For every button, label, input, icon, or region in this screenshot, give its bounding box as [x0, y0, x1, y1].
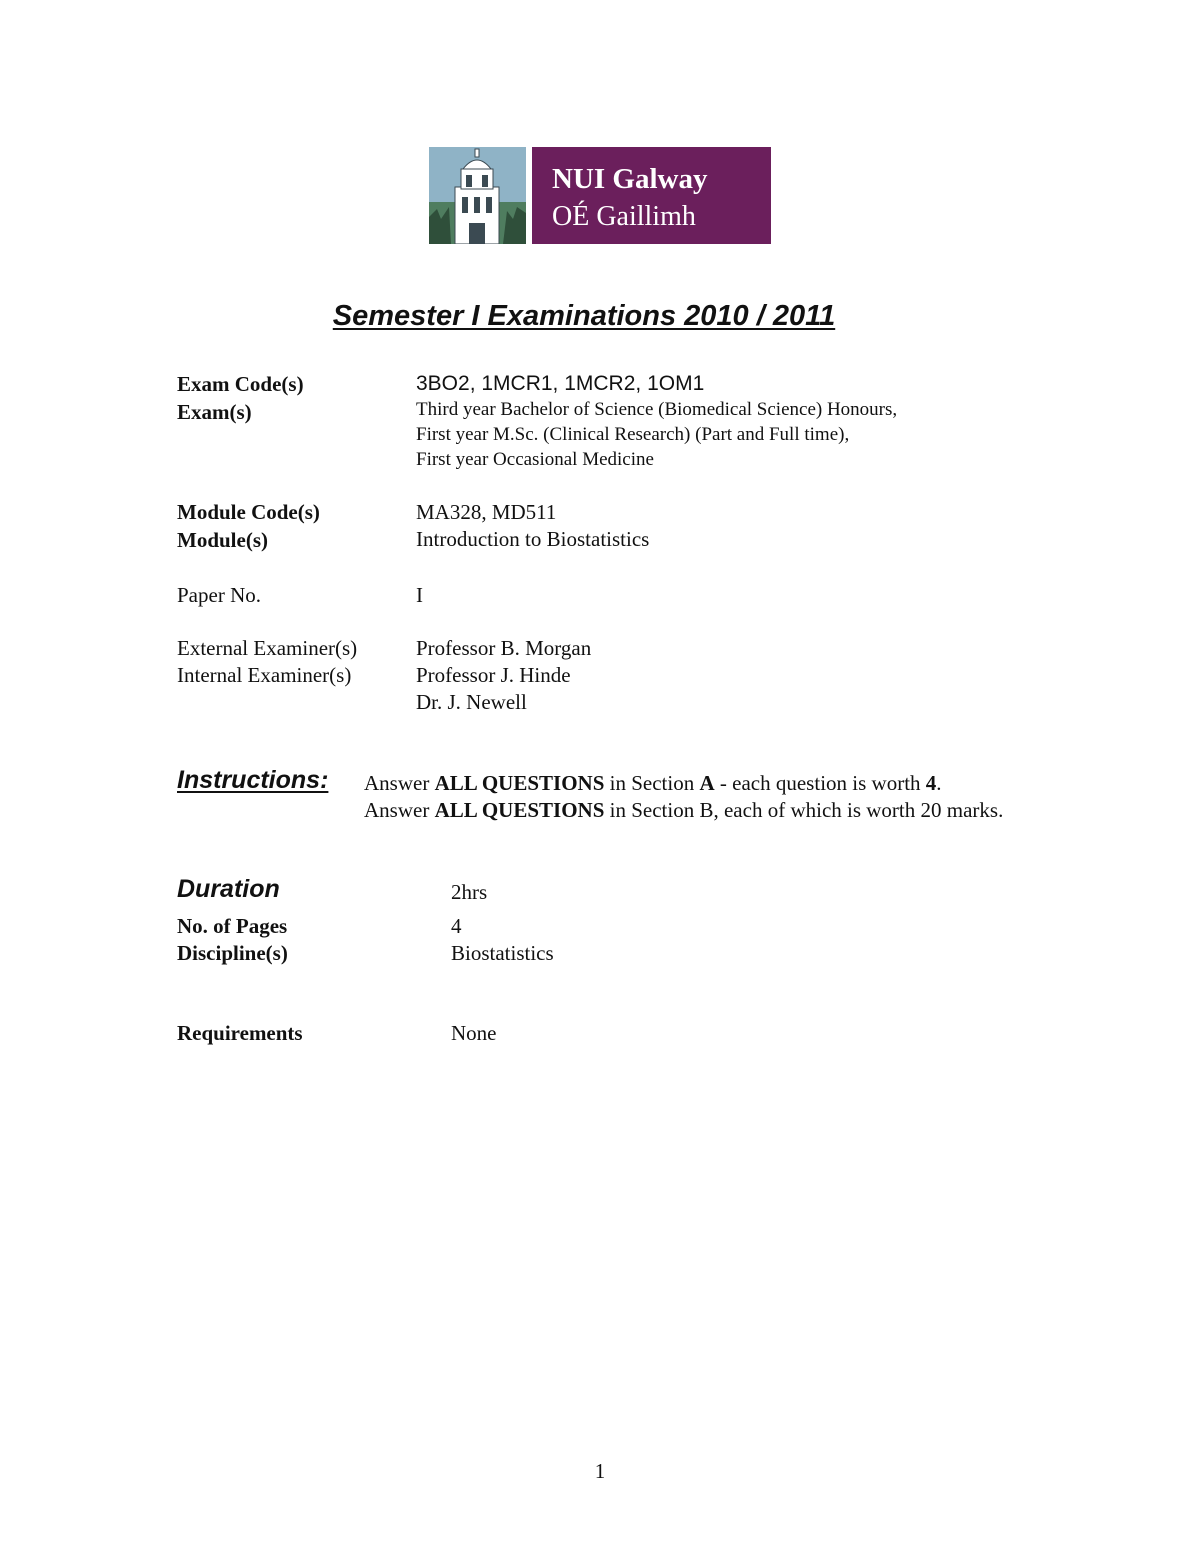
exam-title: Semester I Examinations 2010 / 2011 — [332, 300, 836, 332]
modules-label: Module(s) — [177, 528, 268, 552]
external-examiners-value: Professor B. Morgan — [416, 636, 592, 660]
disciplines-value: Biostatistics — [451, 941, 554, 965]
paper-no-value: I — [416, 583, 423, 607]
exams-line-1: Third year Bachelor of Science (Biomedical Science) Honours, — [416, 399, 898, 420]
internal-examiner-2: Dr. J. Newell — [416, 690, 527, 714]
internal-examiner-1: Professor J. Hinde — [416, 663, 571, 687]
exams-line-3: First year Occasional Medicine — [416, 449, 654, 470]
requirements-label: Requirements — [177, 1021, 303, 1045]
exam-codes-value: 3BO2, 1MCR1, 1MCR2, 1OM1 — [416, 372, 705, 395]
external-examiners-label: External Examiner(s) — [177, 636, 358, 660]
instructions-bold-3: 4 — [925, 771, 937, 795]
exam-codes-label: Exam Code(s) — [177, 372, 304, 396]
instructions-text-3: - each question is worth — [714, 771, 926, 795]
requirements-value: None — [451, 1021, 497, 1045]
paper-no-label: Paper No. — [177, 583, 261, 607]
page-number: 1 — [594, 1459, 606, 1483]
internal-examiners-label: Internal Examiner(s) — [177, 663, 352, 687]
instructions-text-1: Answer — [364, 771, 435, 795]
instructions-bold-2: A — [699, 771, 715, 795]
instructions-text-4: . Answer — [364, 771, 942, 822]
instructions-label: Instructions: — [177, 766, 329, 794]
logo-graphic — [429, 147, 771, 244]
duration-value: 2hrs — [451, 880, 488, 904]
instructions-text-2: in Section — [604, 771, 700, 795]
nui-galway-logo — [429, 147, 771, 244]
pages-label: No. of Pages — [177, 914, 288, 938]
instructions-bold-4: ALL QUESTIONS — [434, 798, 605, 822]
instructions-text-5: in Section B, each of which is worth 20 marks. — [604, 798, 1004, 822]
disciplines-label: Discipline(s) — [177, 941, 288, 965]
logo-line-1: NUI Galway — [552, 163, 708, 195]
exams-line-2: First year M.Sc. (Clinical Research) (Part and Full time), — [416, 424, 850, 445]
exams-label: Exam(s) — [177, 400, 252, 424]
module-codes-value: MA328, MD511 — [416, 500, 557, 524]
modules-value: Introduction to Biostatistics — [416, 527, 650, 551]
pages-value: 4 — [451, 914, 462, 938]
instructions-text — [364, 770, 1004, 824]
module-codes-label: Module Code(s) — [177, 500, 320, 524]
duration-label: Duration — [177, 875, 280, 903]
instructions-bold-1: ALL QUESTIONS — [434, 771, 605, 795]
logo-line-2: OÉ Gaillimh — [552, 201, 696, 232]
